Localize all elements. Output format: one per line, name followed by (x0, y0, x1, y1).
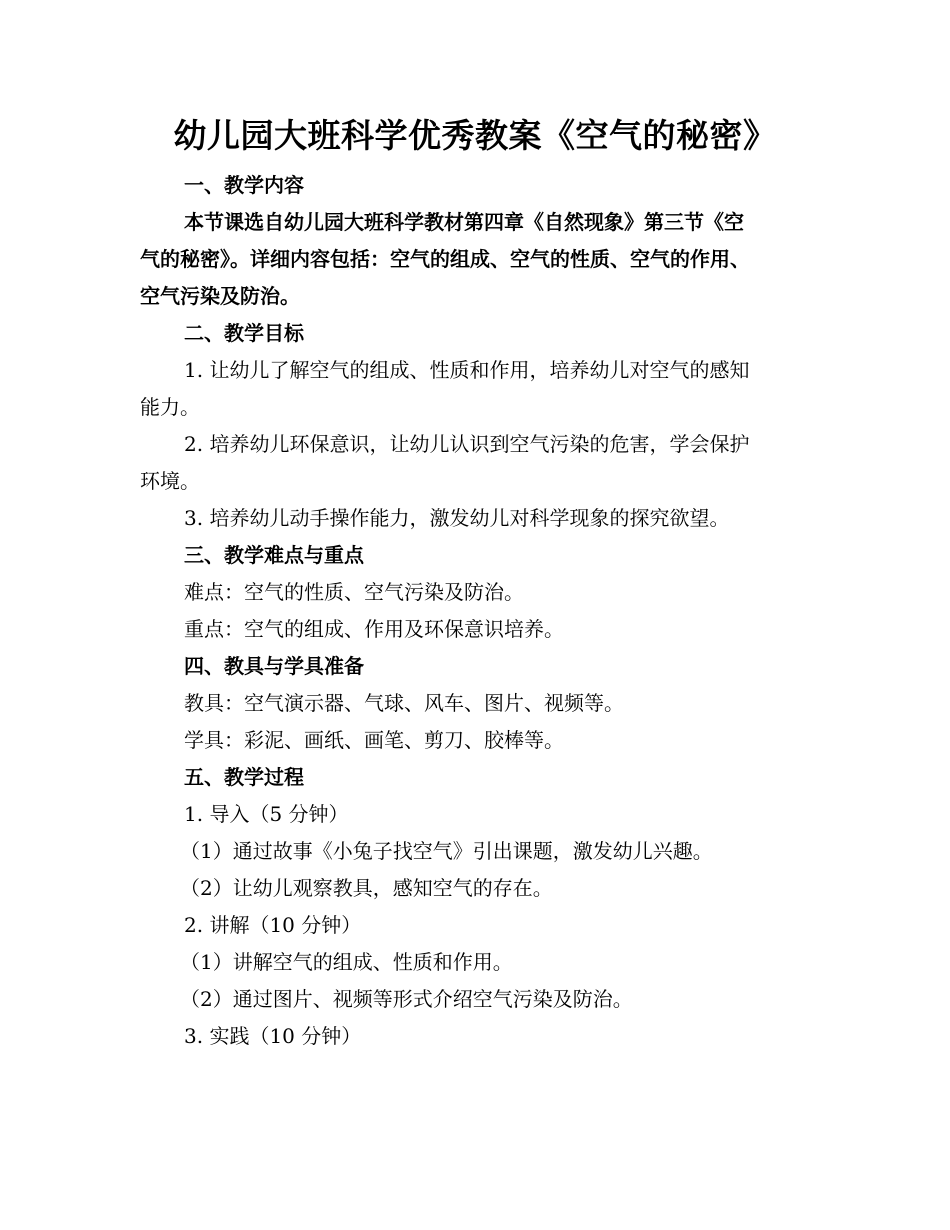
teacher-materials: 教具：空气演示器、气球、风车、图片、视频等。 (184, 691, 624, 715)
difficult-point: 难点：空气的性质、空气污染及防治。 (184, 580, 524, 604)
section-heading-difficulty: 三、教学难点与重点 (184, 543, 364, 567)
goal-item-1-line-1: 1. 让幼儿了解空气的组成、性质和作用，培养幼儿对空气的感知 (184, 358, 750, 382)
section-heading-goals: 二、教学目标 (184, 321, 304, 345)
content-paragraph-line-2: 气的秘密》。详细内容包括：空气的组成、空气的性质、空气的作用、 (140, 247, 750, 271)
process-step-1-a: （1）通过故事《小兔子找空气》引出课题，激发幼儿兴趣。 (180, 839, 713, 863)
document-title: 幼儿园大班科学优秀教案《空气的秘密》 (173, 116, 777, 155)
section-heading-content: 一、教学内容 (184, 173, 304, 197)
process-step-2-a: （1）讲解空气的组成、性质和作用。 (180, 950, 513, 974)
student-materials: 学具：彩泥、画纸、画笔、剪刀、胶棒等。 (184, 728, 564, 752)
section-heading-process: 五、教学过程 (184, 765, 304, 789)
process-step-2-b: （2）通过图片、视频等形式介绍空气污染及防治。 (180, 987, 633, 1011)
goal-item-2-line-2: 环境。 (140, 469, 200, 493)
goal-item-2-line-1: 2. 培养幼儿环保意识，让幼儿认识到空气污染的危害，学会保护 (184, 432, 750, 456)
content-paragraph-line-1: 本节课选自幼儿园大班科学教材第四章《自然现象》第三节《空 (184, 210, 744, 234)
section-heading-materials: 四、教具与学具准备 (184, 654, 364, 678)
key-point: 重点：空气的组成、作用及环保意识培养。 (184, 617, 564, 641)
process-step-2: 2. 讲解（10 分钟） (184, 913, 362, 937)
goal-item-1-line-2: 能力。 (140, 395, 200, 419)
process-step-1-b: （2）让幼儿观察教具，感知空气的存在。 (180, 876, 553, 900)
goal-item-3: 3. 培养幼儿动手操作能力，激发幼儿对科学现象的探究欲望。 (184, 506, 730, 530)
process-step-3: 3. 实践（10 分钟） (184, 1024, 362, 1048)
process-step-1: 1. 导入（5 分钟） (184, 802, 349, 826)
content-paragraph-line-3: 空气污染及防治。 (140, 284, 300, 308)
